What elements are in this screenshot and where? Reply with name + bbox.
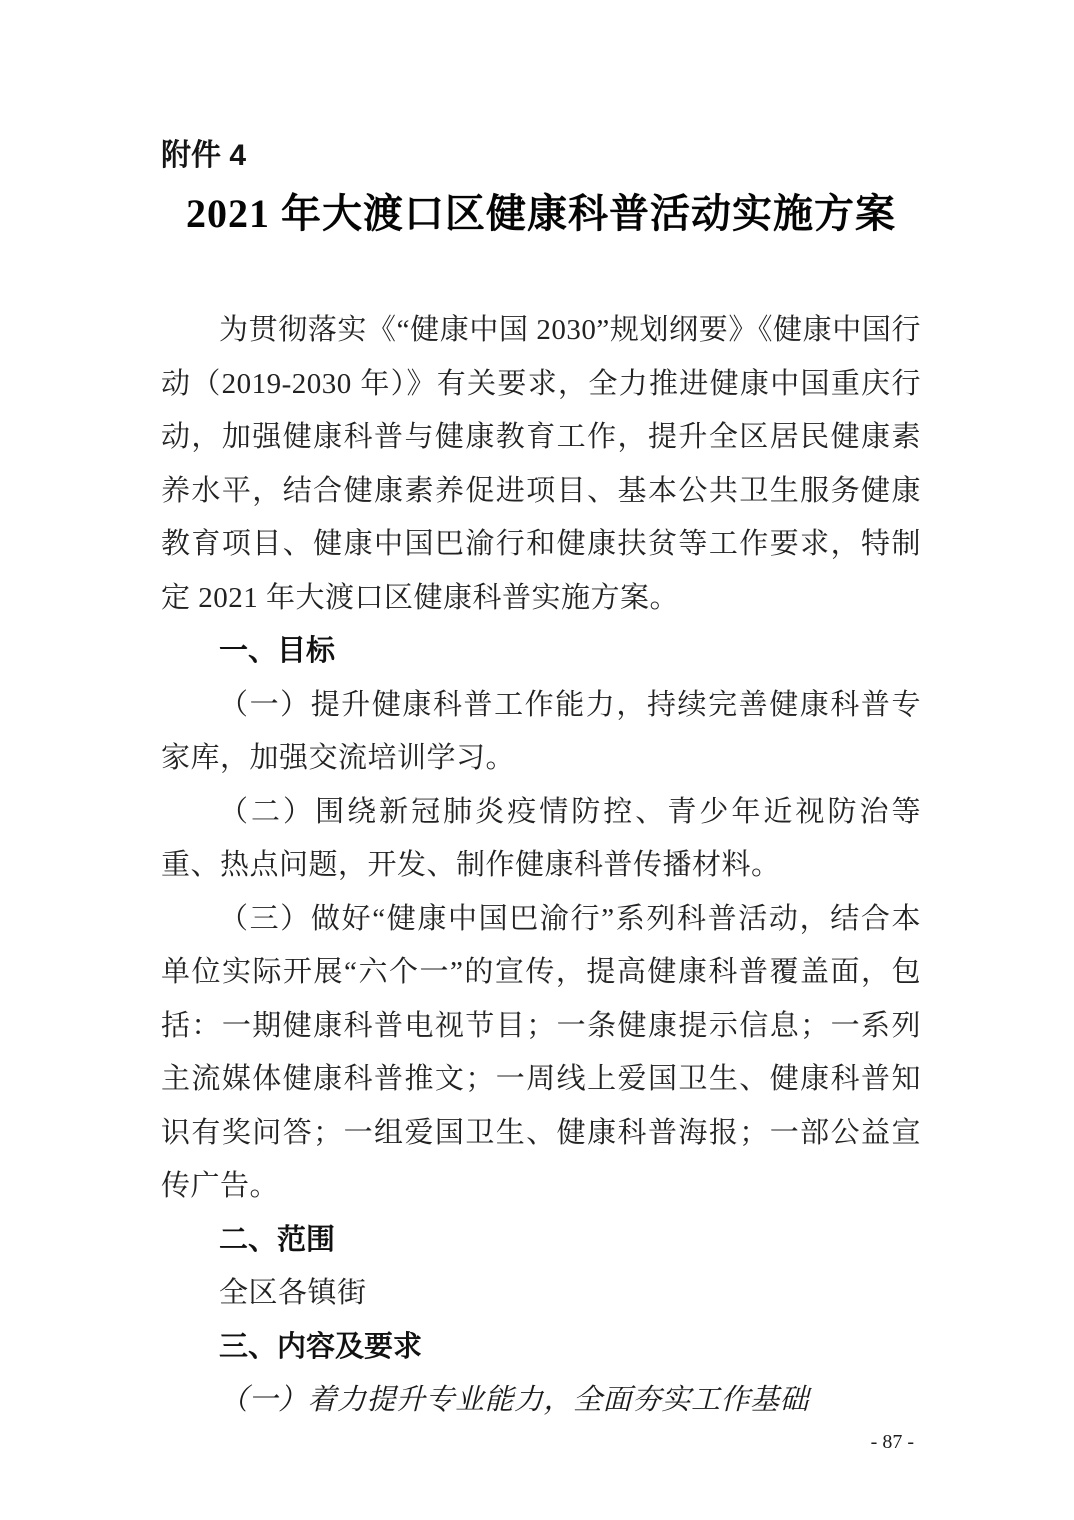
goals-item-3: （三）做好“健康中国巴渝行”系列科普活动，结合本单位实际开展“六个一”的宣传，提高健康科普覆盖面，包括：一期健康科普电视节目；一条健康提示信息；一系列主流媒体健康科普推文；一周线上爱国卫生、健康科普知识有奖问答；一组爱国卫生、健康科普海报；一部公益宣传广告。 xyxy=(161,902,921,1202)
goals-item-2: （二）围绕新冠肺炎疫情防控、青少年近视防治等重、热点问题，开发、制作健康科普传播材料。 xyxy=(161,795,921,881)
scope-paragraph: 全区各镇街 xyxy=(219,1277,367,1309)
document-content xyxy=(161,136,921,1428)
intro-paragraph: 为贯彻落实《“健康中国 2030”规划纲要》《健康中国行动（2019-2030 年）》有关要求，全力推进健康中国重庆行动，加强健康科普与健康教育工作，提升全区居民健康素养水平，结合健康素养促进项目、基本公共卫生服务健康教育项目、健康中国巴渝行和健康扶贫等工作要求，特制定 2021 年大渡口区健康科普实施方案。 xyxy=(161,314,921,614)
attachment-label: 附件 4 xyxy=(161,139,247,172)
content-requirements-item-1: （一）着力提升专业能力，全面夯实工作基础 xyxy=(219,1384,810,1416)
section-heading-goals: 一、目标 xyxy=(219,635,336,667)
goals-item-1: （一）提升健康科普工作能力，持续完善健康科普专家库，加强交流培训学习。 xyxy=(161,688,921,774)
section-heading-content-requirements: 三、内容及要求 xyxy=(219,1330,423,1363)
page-number: - 87 - xyxy=(870,1431,914,1453)
page-title: 2021 年大渡口区健康科普活动实施方案 xyxy=(186,191,896,236)
section-heading-scope: 二、范围 xyxy=(219,1223,336,1256)
